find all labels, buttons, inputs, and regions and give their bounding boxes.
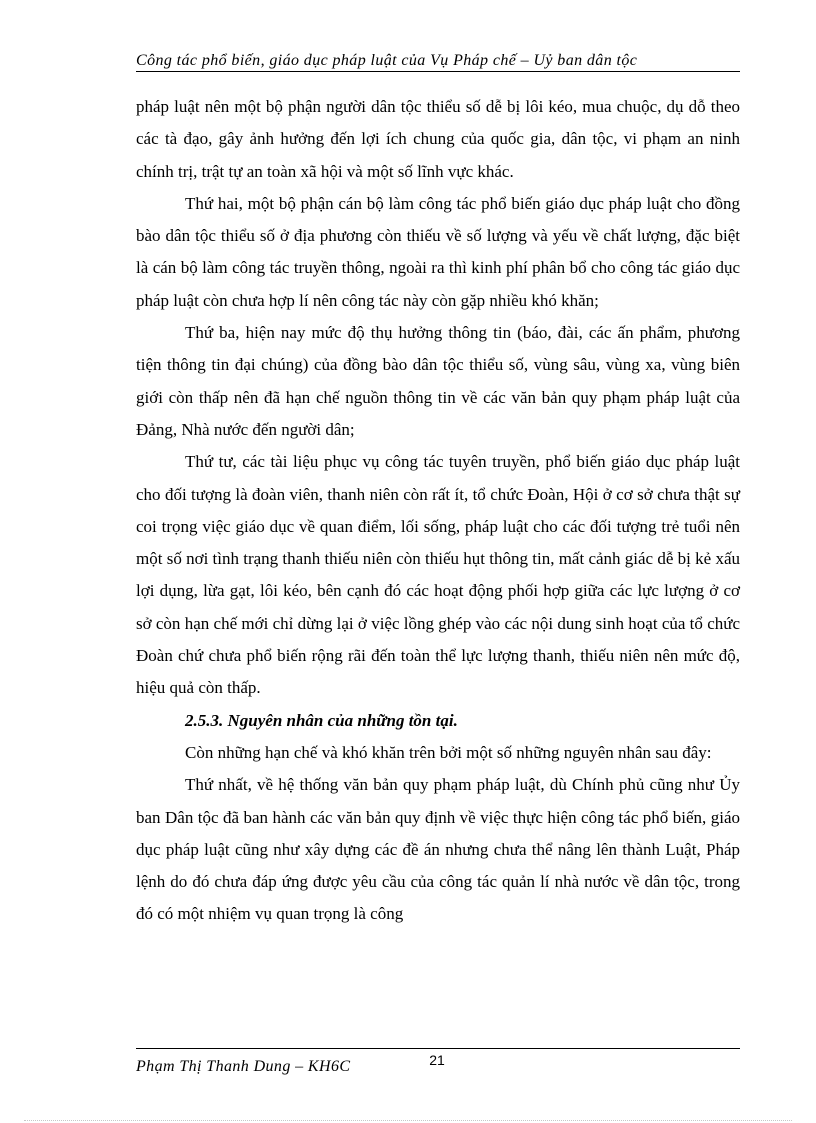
paragraph-thu-tu: Thứ tư, các tài liệu phục vụ công tác tuyên truyền, phổ biến giáo dục pháp luật cho đối tượng là đoàn viên, thanh niên còn rất ít, tổ chức Đoàn, Hội ở cơ sở chưa thật sự coi trọng việc giáo dục về quan điểm, lối sống, pháp luật cho các đối tượng trẻ tuổi nên một số nơi tình trạng thanh thiếu niên còn thiếu hụt thông tin, mất cảnh giác dễ bị kẻ xấu lợi dụng, lừa gạt, lôi kéo, bên cạnh đó các hoạt động phối hợp giữa các lực lượng ở cơ sở còn hạn chế mới chỉ dừng lại ở việc lồng ghép vào các nội dung sinh hoạt của tổ chức Đoàn chứ chưa phổ biến rộng rãi đến toàn thể lực lượng thanh, thiếu niên nên mức độ, hiệu quả còn thấp. [136,452,740,698]
section-heading: 2.5.3. Nguyên nhân của những tồn tại. [185,710,458,730]
paragraph-thu-ba: Thứ ba, hiện nay mức độ thụ hưởng thông tin (báo, đài, các ấn phẩm, phương tiện thông tin đại chúng) của đồng bào dân tộc thiểu số, vùng sâu, vùng xa, vùng biên giới còn thấp nên đã hạn chế nguồn thông tin về các văn bản quy phạm pháp luật của Đảng, Nhà nước đến người dân; [136,323,740,439]
paragraph-thu-nhat: Thứ nhất, về hệ thống văn bản quy phạm pháp luật, dù Chính phủ cũng như Ủy ban Dân tộc đã ban hành các văn bản quy định về việc thực hiện công tác phổ biến, giáo dục pháp luật cũng như xây dựng các đề án nhưng chưa thể nâng lên thành Luật, Pháp lệnh do đó chưa đáp ứng được yêu cầu của công tác quản lí nhà nước về dân tộc, trong đó có một nhiệm vụ quan trọng là công [136,775,740,924]
page-number: 21 [429,1052,445,1068]
footer-author: Phạm Thị Thanh Dung – KH6C [136,1058,351,1075]
header-divider [136,71,740,72]
paragraph-continuation: pháp luật nên một bộ phận người dân tộc thiểu số dễ bị lôi kéo, mua chuộc, dụ dỗ theo các tà đạo, gây ảnh hưởng đến lợi ích chung của quốc gia, dân tộc, vi phạm an ninh chính trị, trật tự an toàn xã hội và một số lĩnh vực khác. [136,97,740,181]
paragraph-thu-hai: Thứ hai, một bộ phận cán bộ làm công tác phổ biến giáo dục pháp luật cho đồng bào dân tộc thiểu số ở địa phương còn thiếu về số lượng và yếu về chất lượng, đặc biệt là cán bộ làm công tác truyền thông, ngoài ra thì kinh phí phân bổ cho công tác giáo dục pháp luật còn chưa hợp lí nên công tác này còn gặp nhiều khó khăn; [136,193,740,310]
footer-divider [136,1048,740,1049]
body-text [136,91,740,931]
running-header: Công tác phổ biến, giáo dục pháp luật của Vụ Pháp chế – Uỷ ban dân tộc [136,52,638,69]
page-edge [24,1120,792,1121]
paragraph-intro-causes: Còn những hạn chế và khó khăn trên bởi một số những nguyên nhân sau đây: [185,742,712,762]
